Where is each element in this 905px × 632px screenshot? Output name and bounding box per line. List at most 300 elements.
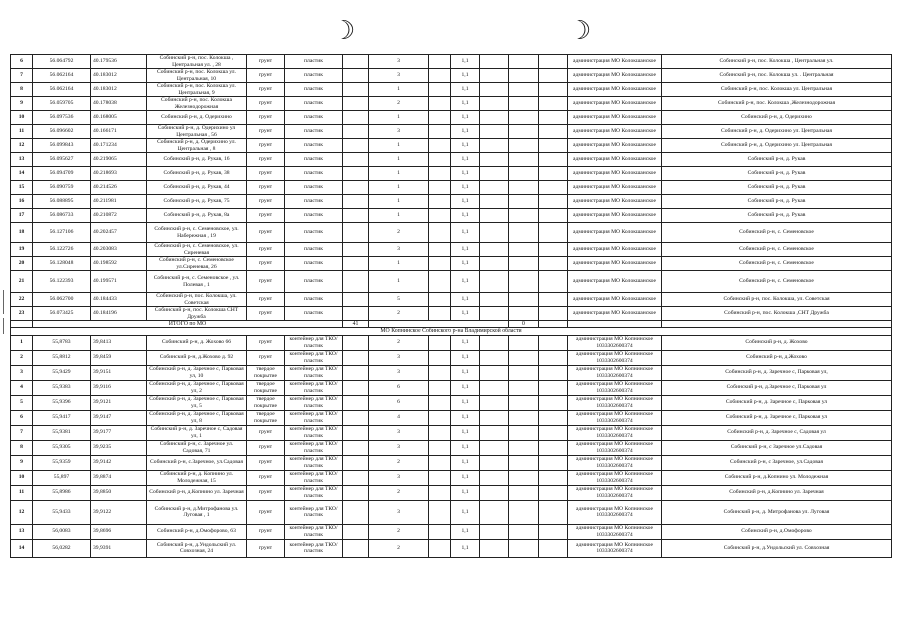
table-row xyxy=(11,257,892,271)
section-kolokshanskoe-rows xyxy=(11,55,892,321)
empty-cell xyxy=(429,181,451,195)
row-number: 13 xyxy=(11,524,33,539)
container-material: контейнер для ТКО/пластик xyxy=(285,455,343,470)
empty-cell xyxy=(480,335,509,350)
empty-cell xyxy=(480,257,509,271)
empty-cell xyxy=(480,440,509,455)
empty-cell xyxy=(480,293,509,307)
empty-cell xyxy=(480,223,509,243)
latitude: 56,0282 xyxy=(33,539,91,557)
row-number: 15 xyxy=(11,181,33,195)
empty-cell xyxy=(429,69,451,83)
empty-cell xyxy=(539,365,568,380)
empty-cell xyxy=(343,425,369,440)
empty-cell xyxy=(509,307,539,321)
empty-cell xyxy=(539,125,568,139)
owner: администрация МО Копнинское 1033302600374 xyxy=(568,470,662,485)
empty-cell xyxy=(509,209,539,223)
empty-cell xyxy=(480,380,509,395)
empty-cell xyxy=(480,97,509,111)
surface-type: грунт xyxy=(247,243,285,257)
longitude: 39,8696 xyxy=(91,524,147,539)
address: Собинский р-н, д. Заречное с, Садовая ул, 1 xyxy=(147,425,247,440)
row-number: 8 xyxy=(11,83,33,97)
table-row xyxy=(11,335,892,350)
table-row xyxy=(11,293,892,307)
empty-cell xyxy=(539,380,568,395)
container-material: пластик xyxy=(285,181,343,195)
longitude: 39,9116 xyxy=(91,380,147,395)
empty-cell xyxy=(509,425,539,440)
address: Собинский р-н, с. Семеновское, ул. Набережная , 19 xyxy=(147,223,247,243)
owner: администрация МО Колокшанское xyxy=(568,257,662,271)
surface-type: грунт xyxy=(247,293,285,307)
empty-cell xyxy=(343,335,369,350)
empty-cell xyxy=(480,410,509,425)
empty-cell xyxy=(539,243,568,257)
container-material: контейнер для ТКО/пластик xyxy=(285,500,343,524)
scan-edge-mark xyxy=(3,318,4,334)
container-count: 3 xyxy=(369,350,429,365)
empty-cell xyxy=(539,271,568,293)
waste-source: Собинский р-н, д.Заречное с, Парковая ул xyxy=(662,380,892,395)
empty-cell xyxy=(343,485,369,500)
waste-source: Собинский р-н, с Заречное, ул.Садовая xyxy=(662,455,892,470)
empty-cell xyxy=(429,539,451,557)
table-row xyxy=(11,111,892,125)
container-count: 3 xyxy=(369,500,429,524)
address: Собинский р-н, д.Жохово д. 92 xyxy=(147,350,247,365)
owner: администрация МО Копнинское 1033302600374 xyxy=(568,410,662,425)
section-title: МО Копнинское Собинского р-на Владимирской области xyxy=(11,328,892,335)
empty-cell xyxy=(343,410,369,425)
empty-cell xyxy=(480,425,509,440)
row-number: 3 xyxy=(11,365,33,380)
row-number: 6 xyxy=(11,410,33,425)
waste-source: Собинский р-н, д.Жохово xyxy=(662,350,892,365)
empty-cell xyxy=(539,524,568,539)
container-volume: 1,1 xyxy=(451,271,480,293)
surface-type: твердое покрытие xyxy=(247,395,285,410)
empty-cell xyxy=(539,470,568,485)
table-row xyxy=(11,500,892,524)
latitude: 56.088895 xyxy=(33,195,91,209)
table-row xyxy=(11,181,892,195)
empty-cell xyxy=(509,485,539,500)
waste-source: Собинский р-н, д. Заречное с, Садовая ул xyxy=(662,425,892,440)
empty-cell xyxy=(480,209,509,223)
empty-cell xyxy=(480,111,509,125)
container-material: контейнер для ТКО/пластик xyxy=(285,350,343,365)
table-row xyxy=(11,350,892,365)
table-row xyxy=(11,195,892,209)
empty-cell xyxy=(480,365,509,380)
container-volume: 1,1 xyxy=(451,243,480,257)
longitude: 40.166171 xyxy=(91,125,147,139)
owner: администрация МО Колокшанское xyxy=(568,55,662,69)
latitude: 56.073425 xyxy=(33,307,91,321)
empty-cell xyxy=(429,293,451,307)
longitude: 40.178038 xyxy=(91,97,147,111)
empty-cell xyxy=(343,69,369,83)
owner: администрация МО Копнинское 1033302600374 xyxy=(568,395,662,410)
table-row xyxy=(11,55,892,69)
latitude: 56.086733 xyxy=(33,209,91,223)
empty-cell xyxy=(509,410,539,425)
waste-source: Собинский р-н, д. Жохово xyxy=(662,335,892,350)
empty-cell xyxy=(539,455,568,470)
empty-cell xyxy=(429,500,451,524)
empty-cell xyxy=(480,395,509,410)
container-count: 2 xyxy=(369,223,429,243)
longitude: 40.210872 xyxy=(91,209,147,223)
empty-cell xyxy=(429,350,451,365)
table-row xyxy=(11,167,892,181)
container-material: пластик xyxy=(285,293,343,307)
address: Собинский р-н, д. Рукав, 38 xyxy=(147,167,247,181)
container-count: 6 xyxy=(369,380,429,395)
row-number: 10 xyxy=(11,111,33,125)
surface-type: грунт xyxy=(247,539,285,557)
container-material: пластик xyxy=(285,271,343,293)
empty-cell xyxy=(509,181,539,195)
container-material: контейнер для ТКО/пластик xyxy=(285,380,343,395)
table-row xyxy=(11,307,892,321)
latitude: 55,8812 xyxy=(33,350,91,365)
empty-cell xyxy=(509,83,539,97)
surface-type: грунт xyxy=(247,153,285,167)
container-count: 2 xyxy=(369,97,429,111)
container-volume: 1,1 xyxy=(451,395,480,410)
empty-cell xyxy=(539,395,568,410)
container-volume: 1,1 xyxy=(451,524,480,539)
empty-cell xyxy=(539,257,568,271)
waste-source: Собинский р-н, д. Заречное с, Парковая ул xyxy=(662,410,892,425)
latitude: 56.094709 xyxy=(33,167,91,181)
empty-cell xyxy=(539,195,568,209)
address: Собинский р-н, д.Ундольский ул. Совхозная, 24 xyxy=(147,539,247,557)
waste-source: Собинский р-н, с. Семеновское xyxy=(662,271,892,293)
container-sites-table xyxy=(10,54,892,558)
surface-type: грунт xyxy=(247,440,285,455)
container-count: 2 xyxy=(369,539,429,557)
empty-cell xyxy=(480,55,509,69)
latitude: 56.099843 xyxy=(33,139,91,153)
waste-source: Собинский р-н, с. Семеновское xyxy=(662,257,892,271)
row-number: 18 xyxy=(11,223,33,243)
owner: администрация МО Колокшанское xyxy=(568,243,662,257)
container-count: 1 xyxy=(369,257,429,271)
container-count: 1 xyxy=(369,167,429,181)
container-material: контейнер для ТКО/пластик xyxy=(285,395,343,410)
empty-cell xyxy=(539,181,568,195)
waste-source: Собинский р-н, д. Рукав xyxy=(662,167,892,181)
section-total xyxy=(11,321,892,336)
container-count: 3 xyxy=(369,440,429,455)
row-number: 12 xyxy=(11,139,33,153)
owner: администрация МО Колокшанское xyxy=(568,97,662,111)
owner: администрация МО Копнинское 1033302600374 xyxy=(568,350,662,365)
owner: администрация МО Копнинское 1033302600374 xyxy=(568,335,662,350)
empty-cell xyxy=(480,195,509,209)
container-volume: 1,1 xyxy=(451,181,480,195)
empty-cell xyxy=(429,83,451,97)
empty-cell xyxy=(343,209,369,223)
container-material: пластик xyxy=(285,55,343,69)
row-number: 17 xyxy=(11,209,33,223)
surface-type: грунт xyxy=(247,181,285,195)
empty-cell xyxy=(509,223,539,243)
container-count: 1 xyxy=(369,111,429,125)
container-material: пластик xyxy=(285,83,343,97)
empty-cell xyxy=(429,97,451,111)
empty-cell xyxy=(343,293,369,307)
empty-cell xyxy=(509,243,539,257)
empty-cell xyxy=(509,365,539,380)
container-count: 6 xyxy=(369,395,429,410)
table-row xyxy=(11,524,892,539)
empty-cell xyxy=(343,257,369,271)
waste-source: Собинский р-н, с. Семеновское xyxy=(662,223,892,243)
latitude: 56.062700 xyxy=(33,293,91,307)
empty-cell xyxy=(509,139,539,153)
empty-cell xyxy=(509,55,539,69)
address: Собинский р-н, д. Заречное с, Парковая ул, 10 xyxy=(147,365,247,380)
container-count: 1 xyxy=(369,271,429,293)
container-material: пластик xyxy=(285,69,343,83)
empty-cell xyxy=(429,167,451,181)
waste-source: Собинский р-н, д. Одерихино ул. Центральная xyxy=(662,125,892,139)
container-volume: 1,1 xyxy=(451,195,480,209)
longitude: 40.219065 xyxy=(91,153,147,167)
latitude: 56.095627 xyxy=(33,153,91,167)
row-number: 5 xyxy=(11,395,33,410)
longitude: 39,8874 xyxy=(91,470,147,485)
container-material: пластик xyxy=(285,195,343,209)
container-volume: 1,1 xyxy=(451,125,480,139)
row-number: 19 xyxy=(11,243,33,257)
container-volume: 1,1 xyxy=(451,209,480,223)
container-material: пластик xyxy=(285,139,343,153)
longitude: 39,9391 xyxy=(91,539,147,557)
waste-source: Собинский р-н, с Заречное ул.Садовая xyxy=(662,440,892,455)
row-number: 9 xyxy=(11,97,33,111)
row-number: 14 xyxy=(11,539,33,557)
container-count: 3 xyxy=(369,243,429,257)
container-volume: 1,1 xyxy=(451,380,480,395)
container-count: 1 xyxy=(369,181,429,195)
surface-type: грунт xyxy=(247,350,285,365)
empty-cell xyxy=(343,455,369,470)
longitude: 40.211981 xyxy=(91,195,147,209)
owner: администрация МО Колокшанское xyxy=(568,167,662,181)
container-volume: 1,1 xyxy=(451,257,480,271)
latitude: 55,9359 xyxy=(33,455,91,470)
container-material: пластик xyxy=(285,111,343,125)
longitude: 40.184196 xyxy=(91,307,147,321)
waste-source: Собинский р-н, д. Заречное с, Парковая ул, xyxy=(662,365,892,380)
latitude: 55,9396 xyxy=(33,395,91,410)
address: Собинский р-н, с.Заречное, ул.Садовая xyxy=(147,455,247,470)
empty-cell xyxy=(480,83,509,97)
owner: администрация МО Колокшанское xyxy=(568,271,662,293)
owner: администрация МО Колокшанское xyxy=(568,69,662,83)
empty-cell xyxy=(509,350,539,365)
container-volume: 1,1 xyxy=(451,350,480,365)
container-material: контейнер для ТКО/пластик xyxy=(285,485,343,500)
longitude: 39,8413 xyxy=(91,335,147,350)
empty-cell xyxy=(429,365,451,380)
waste-source: Собинский р-н, д. Одерихино ул. Центральная xyxy=(662,139,892,153)
address: Собинский р-н, д.Омофорово, 63 xyxy=(147,524,247,539)
surface-type: грунт xyxy=(247,55,285,69)
empty-cell xyxy=(480,69,509,83)
surface-type: грунт xyxy=(247,83,285,97)
address: Собинский р-н, д. Одерихино xyxy=(147,111,247,125)
owner: администрация МО Колокшанское xyxy=(568,125,662,139)
total-count: 41 xyxy=(343,321,369,328)
row-number: 21 xyxy=(11,271,33,293)
empty-cell xyxy=(429,257,451,271)
latitude: 55,9429 xyxy=(33,365,91,380)
row-number: 10 xyxy=(11,470,33,485)
longitude: 40.214526 xyxy=(91,181,147,195)
container-material: пластик xyxy=(285,257,343,271)
total-row xyxy=(11,321,892,328)
latitude: 55,9381 xyxy=(33,425,91,440)
empty-cell xyxy=(429,55,451,69)
empty-cell xyxy=(509,153,539,167)
waste-source: Собинский р-н, д.Копнино ул. Заречная xyxy=(662,485,892,500)
container-volume: 1,1 xyxy=(451,410,480,425)
latitude: 55,9417 xyxy=(33,410,91,425)
empty-cell xyxy=(480,167,509,181)
table-row xyxy=(11,69,892,83)
row-number: 8 xyxy=(11,440,33,455)
empty-cell xyxy=(429,209,451,223)
empty-cell xyxy=(429,470,451,485)
row-number: 13 xyxy=(11,153,33,167)
surface-type: грунт xyxy=(247,271,285,293)
container-count: 3 xyxy=(369,55,429,69)
longitude: 40.183012 xyxy=(91,69,147,83)
longitude: 40.183012 xyxy=(91,83,147,97)
table-row xyxy=(11,97,892,111)
address: Собинский р-н, д. Заречное с, Парковая ул, 8 xyxy=(147,410,247,425)
address: Собинский р-н, с. Семеновское , ул. Полевая , 1 xyxy=(147,271,247,293)
table-row xyxy=(11,153,892,167)
address: Собинский р-н, пос. Колокша , Центральная ул. , 28 xyxy=(147,55,247,69)
empty-cell xyxy=(480,125,509,139)
container-material: пластик xyxy=(285,153,343,167)
row-number: 16 xyxy=(11,195,33,209)
empty-cell xyxy=(539,69,568,83)
longitude: 40.203083 xyxy=(91,243,147,257)
table-row xyxy=(11,125,892,139)
empty-cell xyxy=(509,69,539,83)
owner: администрация МО Колокшанское xyxy=(568,307,662,321)
address: Собинский р-н, с. Семеновское ул.Сиреневая, 26 xyxy=(147,257,247,271)
longitude: 39,9142 xyxy=(91,455,147,470)
empty-cell xyxy=(343,83,369,97)
waste-source: Собинский р-н, пос. Колокша ,СНТ Дружба xyxy=(662,307,892,321)
container-count: 2 xyxy=(369,335,429,350)
row-number: 12 xyxy=(11,500,33,524)
empty-cell xyxy=(539,410,568,425)
latitude: 55,9383 xyxy=(33,380,91,395)
surface-type: твердое покрытие xyxy=(247,410,285,425)
surface-type: грунт xyxy=(247,524,285,539)
owner: администрация МО Копнинское 1033302600374 xyxy=(568,500,662,524)
container-volume: 1,1 xyxy=(451,455,480,470)
row-number: 7 xyxy=(11,69,33,83)
address: Собинский р-н, д. Копнино ул. Молодежная, 15 xyxy=(147,470,247,485)
empty-cell xyxy=(480,500,509,524)
empty-cell xyxy=(429,425,451,440)
owner: администрация МО Колокшанское xyxy=(568,111,662,125)
empty-cell xyxy=(343,243,369,257)
empty-cell xyxy=(343,380,369,395)
longitude: 39,9122 xyxy=(91,500,147,524)
empty-cell xyxy=(509,97,539,111)
latitude: 56.062164 xyxy=(33,83,91,97)
empty-cell xyxy=(343,440,369,455)
empty-cell xyxy=(429,195,451,209)
table-row xyxy=(11,271,892,293)
waste-source: Собинский р-н, д.Копнино ул. Молодежная xyxy=(662,470,892,485)
row-number: 22 xyxy=(11,293,33,307)
table-row xyxy=(11,209,892,223)
binder-hole-right-icon: ☽ xyxy=(568,16,592,46)
longitude: 40.184433 xyxy=(91,293,147,307)
latitude: 56.122393 xyxy=(33,271,91,293)
container-count: 3 xyxy=(369,69,429,83)
longitude: 39,9177 xyxy=(91,425,147,440)
container-volume: 1,1 xyxy=(451,223,480,243)
container-volume: 1,1 xyxy=(451,83,480,97)
container-material: пластик xyxy=(285,97,343,111)
container-count: 4 xyxy=(369,410,429,425)
container-material: контейнер для ТКО/пластик xyxy=(285,425,343,440)
address: Собинский р-н, д. Жохово 66 xyxy=(147,335,247,350)
container-material: контейнер для ТКО/пластик xyxy=(285,524,343,539)
owner: администрация МО Колокшанское xyxy=(568,293,662,307)
empty-cell xyxy=(343,195,369,209)
table-row xyxy=(11,83,892,97)
empty-cell xyxy=(509,455,539,470)
waste-source: Собинский р-н, д. Рукав xyxy=(662,195,892,209)
empty-cell xyxy=(343,470,369,485)
container-material: пластик xyxy=(285,307,343,321)
owner: администрация МО Колокшанское xyxy=(568,139,662,153)
empty-cell xyxy=(343,500,369,524)
empty-cell xyxy=(343,139,369,153)
empty-cell xyxy=(539,55,568,69)
waste-source: Собинский р-н, д.Ундольский ул. Совхозная xyxy=(662,539,892,557)
surface-type: грунт xyxy=(247,470,285,485)
empty-cell xyxy=(480,243,509,257)
owner: администрация МО Копнинское 1033302600374 xyxy=(568,365,662,380)
table-row xyxy=(11,223,892,243)
empty-cell xyxy=(509,271,539,293)
container-volume: 1,1 xyxy=(451,167,480,181)
container-volume: 1,1 xyxy=(451,539,480,557)
total-label: ИТОГО по МО xyxy=(33,321,343,328)
empty-cell xyxy=(539,307,568,321)
surface-type: грунт xyxy=(247,167,285,181)
container-material: контейнер для ТКО/пластик xyxy=(285,470,343,485)
container-material: пластик xyxy=(285,243,343,257)
